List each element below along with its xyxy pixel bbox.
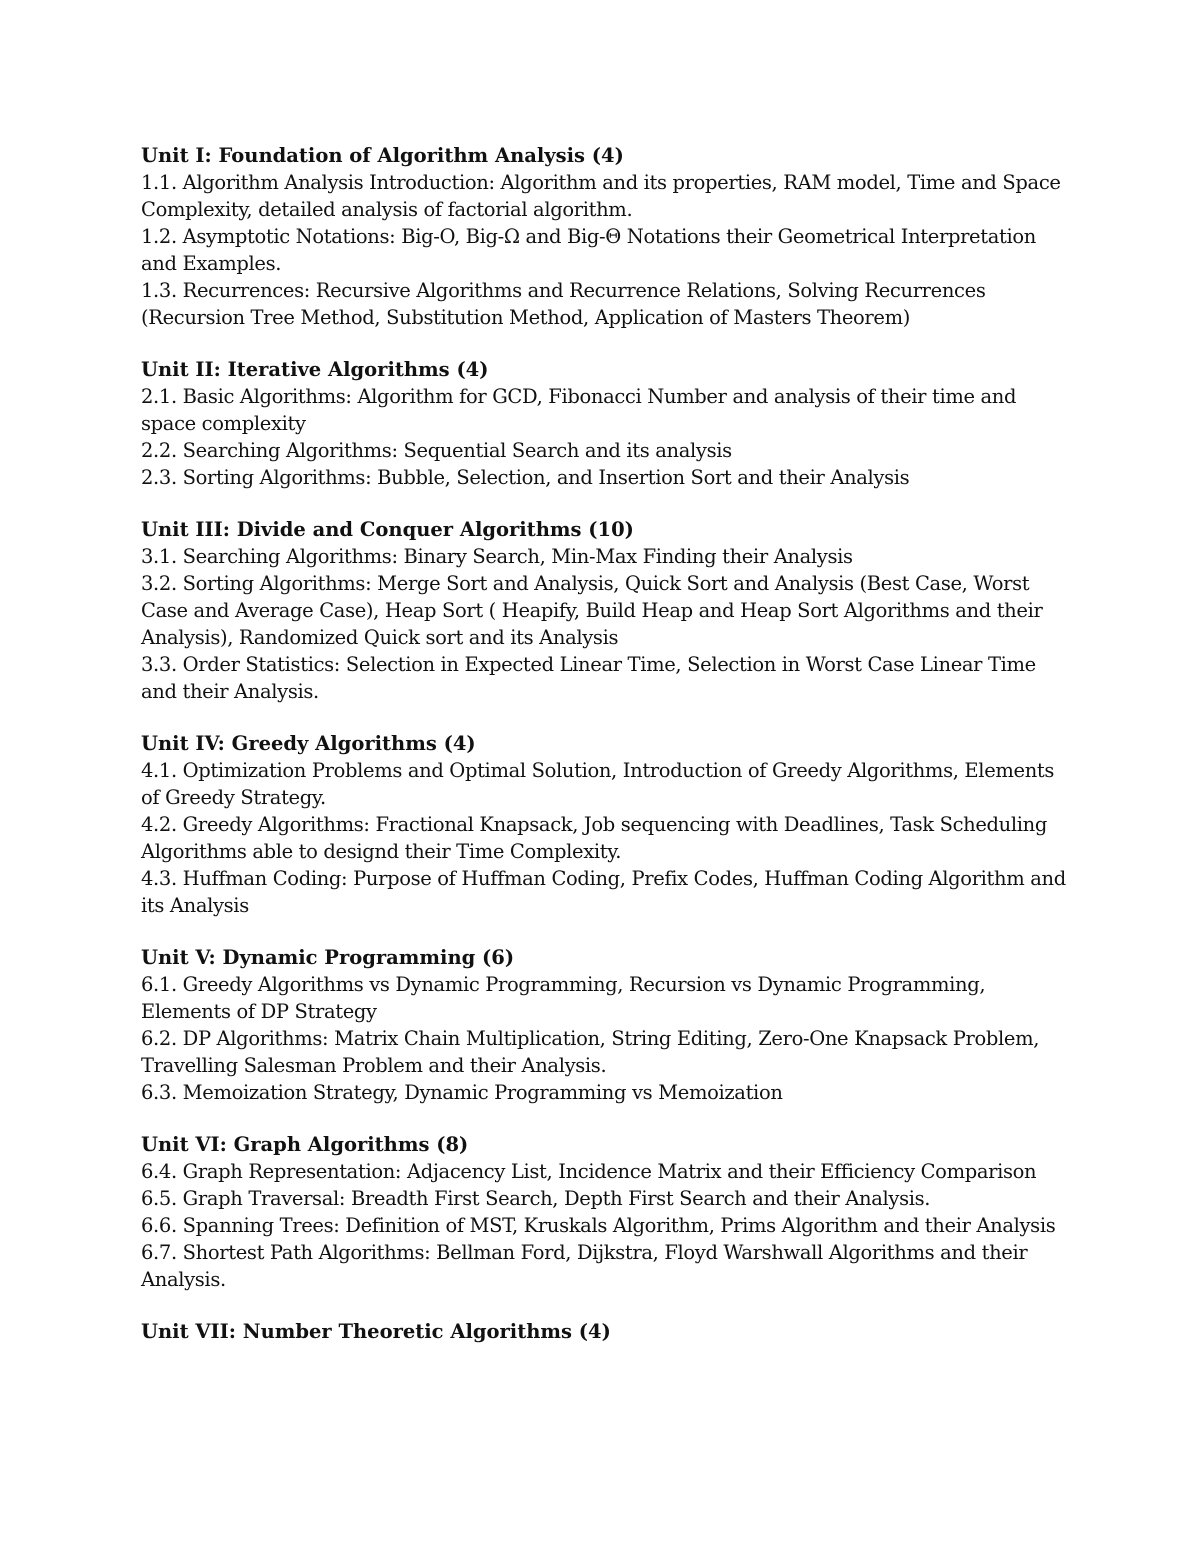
unit-title: Unit V: Dynamic Programming (6) <box>141 946 515 969</box>
topic-item: 1.1. Algorithm Analysis Introduction: Algorithm and its properties, RAM model, Time and Space Complexity, detailed analysis of factorial algorithm. <box>141 171 1061 221</box>
unit-4 <box>141 730 1071 919</box>
unit-topic-list <box>141 1158 1071 1293</box>
topic-item: 2.2. Searching Algorithms: Sequential Search and its analysis <box>141 439 732 462</box>
unit-title: Unit II: Iterative Algorithms (4) <box>141 358 489 381</box>
unit-title: Unit I: Foundation of Algorithm Analysis (4) <box>141 144 624 167</box>
topic-item: 3.1. Searching Algorithms: Binary Search, Min-Max Finding their Analysis <box>141 545 853 568</box>
unit-topic-list <box>141 757 1071 919</box>
unit-topic-list <box>141 543 1071 705</box>
unit-topic-list <box>141 383 1071 491</box>
topic-item: 1.3. Recurrences: Recursive Algorithms and Recurrence Relations, Solving Recurrences (Recursion Tree Method, Substitution Method, Application of Masters Theorem) <box>141 279 986 329</box>
topic-item: 3.2. Sorting Algorithms: Merge Sort and Analysis, Quick Sort and Analysis (Best Case, Worst Case and Average Case), Heap Sort ( Heapify, Build Heap and Heap Sort Algorithms and their Analysis), Randomized Quick sort and its Analysis <box>141 572 1043 649</box>
unit-3 <box>141 516 1071 705</box>
unit-6 <box>141 1131 1071 1293</box>
unit-title: Unit VII: Number Theoretic Algorithms (4) <box>141 1320 611 1343</box>
unit-2 <box>141 356 1071 491</box>
topic-item: 6.6. Spanning Trees: Definition of MST, Kruskals Algorithm, Prims Algorithm and their Analysis <box>141 1214 1056 1237</box>
topic-item: 4.3. Huffman Coding: Purpose of Huffman Coding, Prefix Codes, Huffman Coding Algorithm and its Analysis <box>141 867 1066 917</box>
unit-1 <box>141 142 1071 331</box>
unit-title: Unit IV: Greedy Algorithms (4) <box>141 732 476 755</box>
topic-item: 1.2. Asymptotic Notations: Big-O, Big-Ω and Big-Θ Notations their Geometrical Interpretation and Examples. <box>141 225 1036 275</box>
syllabus-document <box>141 142 1071 1370</box>
topic-item: 3.3. Order Statistics: Selection in Expected Linear Time, Selection in Worst Case Linear Time and their Analysis. <box>141 653 1036 703</box>
unit-7 <box>141 1318 1071 1345</box>
topic-item: 6.7. Shortest Path Algorithms: Bellman Ford, Dijkstra, Floyd Warshwall Algorithms and their Analysis. <box>141 1241 1028 1291</box>
topic-item: 6.2. DP Algorithms: Matrix Chain Multiplication, String Editing, Zero-One Knapsack Problem, Travelling Salesman Problem and their Analysis. <box>141 1027 1040 1077</box>
unit-5 <box>141 944 1071 1106</box>
topic-item: 6.1. Greedy Algorithms vs Dynamic Programming, Recursion vs Dynamic Programming, Elements of DP Strategy <box>141 973 986 1023</box>
topic-item: 6.4. Graph Representation: Adjacency List, Incidence Matrix and their Efficiency Comparison <box>141 1160 1037 1183</box>
unit-title: Unit III: Divide and Conquer Algorithms (10) <box>141 518 634 541</box>
unit-topic-list <box>141 971 1071 1106</box>
topic-item: 6.3. Memoization Strategy, Dynamic Programming vs Memoization <box>141 1081 783 1104</box>
topic-item: 4.1. Optimization Problems and Optimal Solution, Introduction of Greedy Algorithms, Elements of Greedy Strategy. <box>141 759 1055 809</box>
unit-title: Unit VI: Graph Algorithms (8) <box>141 1133 469 1156</box>
topic-item: 6.5. Graph Traversal: Breadth First Search, Depth First Search and their Analysis. <box>141 1187 931 1210</box>
topic-item: 2.1. Basic Algorithms: Algorithm for GCD, Fibonacci Number and analysis of their time and space complexity <box>141 385 1017 435</box>
unit-topic-list <box>141 169 1071 331</box>
topic-item: 2.3. Sorting Algorithms: Bubble, Selection, and Insertion Sort and their Analysis <box>141 466 910 489</box>
topic-item: 4.2. Greedy Algorithms: Fractional Knapsack, Job sequencing with Deadlines, Task Scheduling Algorithms able to designd their Time Complexity. <box>141 813 1048 863</box>
